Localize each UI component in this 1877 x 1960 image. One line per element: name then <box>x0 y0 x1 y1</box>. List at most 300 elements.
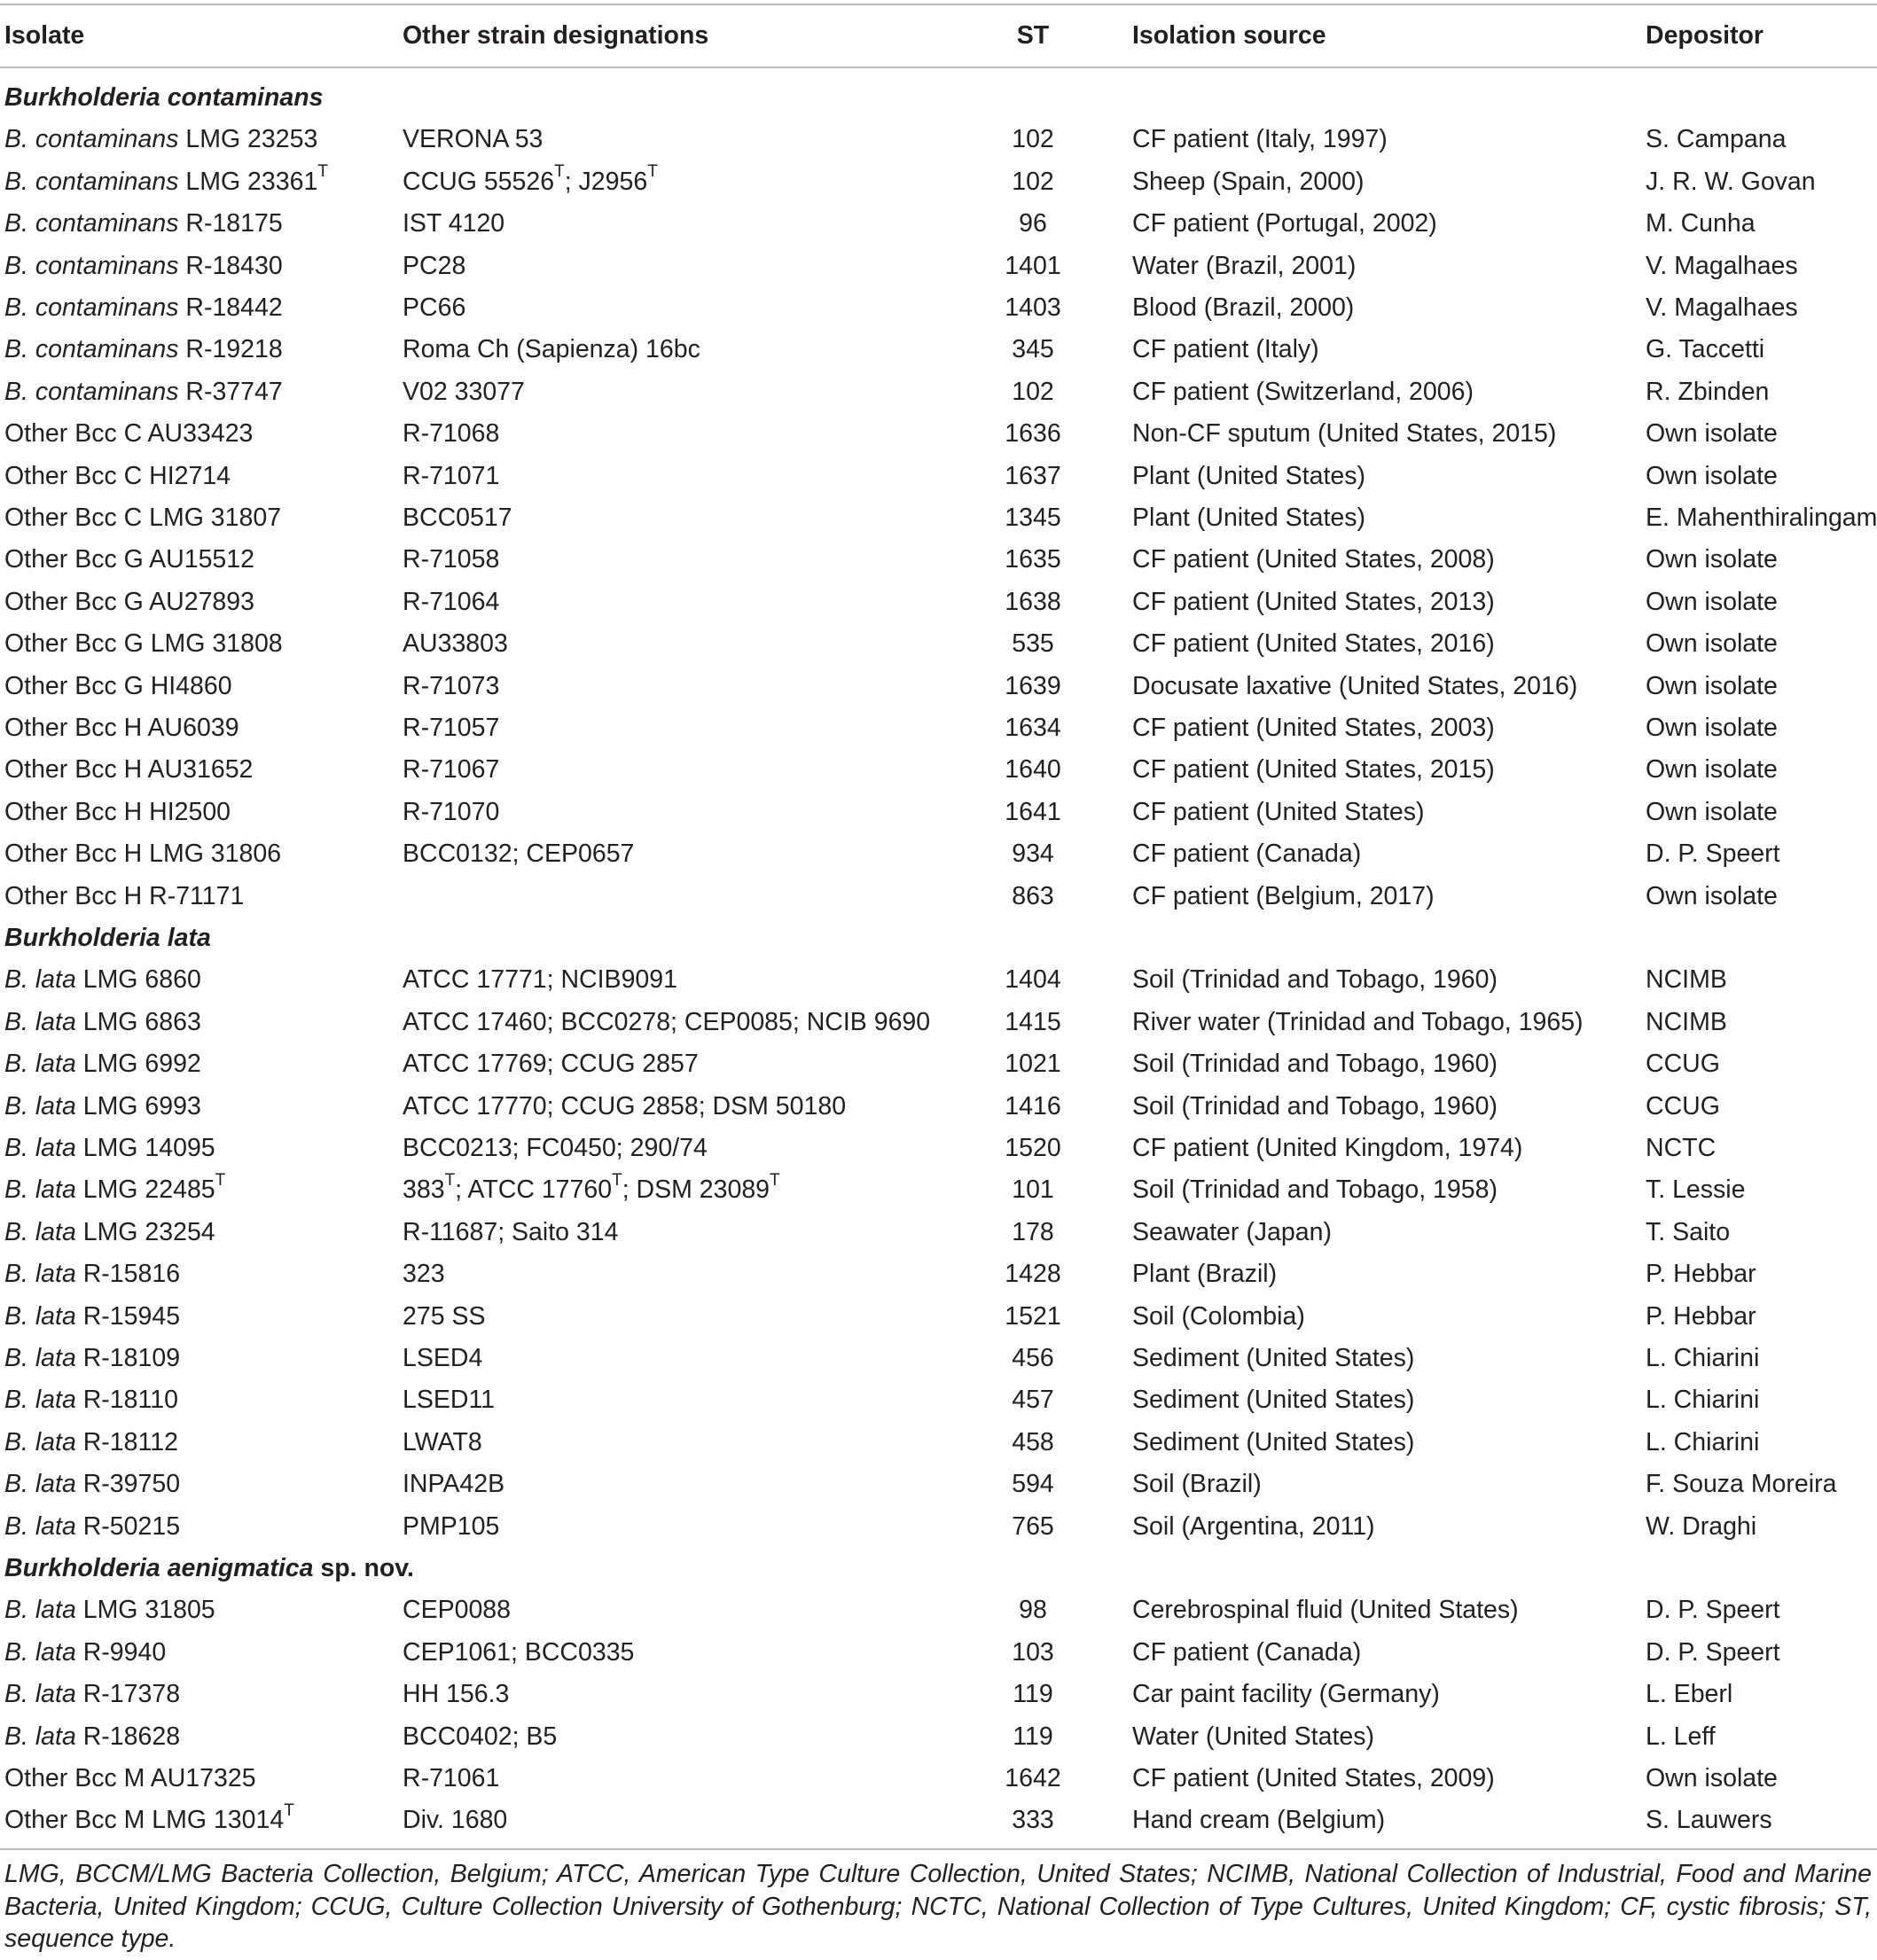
isolation-source-cell: CF patient (United Kingdom, 1974) <box>1132 1134 1523 1162</box>
depositor-cell: S. Lauwers <box>1646 1806 1772 1835</box>
isolate-strain: Other Bcc H LMG 31806 <box>4 839 282 869</box>
isolate-strain: LMG 6863 <box>82 1007 201 1036</box>
header-isolation-source: Isolation source <box>1132 21 1326 50</box>
isolate-species: B. contaminans <box>4 251 179 280</box>
isolate-strain: LMG 14095 <box>82 1134 215 1162</box>
depositor-cell: L. Leff <box>1646 1722 1716 1751</box>
section-heading-row <box>0 1548 1877 1589</box>
isolate-species: B. contaminans <box>4 293 179 322</box>
table-row <box>0 666 1877 707</box>
isolate-species: B. lata <box>4 1722 76 1751</box>
isolate-strain: R-9940 <box>82 1637 167 1667</box>
isolate-species: B. lata <box>4 965 76 995</box>
isolation-source-cell: Hand cream (Belgium) <box>1132 1806 1386 1835</box>
table-row <box>0 1043 1877 1085</box>
depositor-cell: Own isolate <box>1646 587 1778 616</box>
isolate-species: B. lata <box>4 1175 76 1205</box>
table-row <box>0 119 1877 160</box>
section-title <box>4 1548 414 1589</box>
table-row <box>0 1128 1877 1169</box>
isolate-species: B. contaminans <box>4 335 179 364</box>
st-cell: 1640 <box>1005 755 1061 785</box>
isolate-cell <box>4 1338 180 1379</box>
st-cell: 1520 <box>1005 1134 1061 1162</box>
type-strain-mark: T <box>215 1170 226 1190</box>
st-cell: 456 <box>1012 1344 1054 1372</box>
table-header-row <box>0 15 1877 57</box>
st-cell: 1642 <box>1005 1764 1061 1792</box>
isolate-species: B. lata <box>4 1596 76 1625</box>
other-designations-cell: CEP1061; BCC0335 <box>403 1637 635 1667</box>
table-row <box>0 413 1877 455</box>
isolation-source-cell: Blood (Brazil, 2000) <box>1132 293 1355 322</box>
isolation-source-cell: Plant (United States) <box>1132 461 1365 490</box>
isolation-source-cell: Water (United States) <box>1132 1722 1374 1751</box>
table-row <box>0 582 1877 623</box>
table-row <box>0 287 1877 329</box>
table-row <box>0 161 1877 203</box>
table-row <box>0 329 1877 371</box>
type-strain-mark: T <box>554 162 565 182</box>
section-heading-row <box>0 77 1877 119</box>
other-designations-cell: V02 33077 <box>403 377 525 406</box>
st-cell: 101 <box>1012 1175 1054 1205</box>
isolate-species: B. contaminans <box>4 167 179 196</box>
isolate-species: B. contaminans <box>4 209 179 238</box>
isolate-cell <box>4 1253 180 1295</box>
isolate-species: B. lata <box>4 1007 76 1036</box>
st-cell: 1416 <box>1005 1091 1061 1121</box>
depositor-cell: E. Mahenthiralingam <box>1646 504 1877 532</box>
isolate-strain: Other Bcc H R-71171 <box>4 881 245 910</box>
isolate-strain: Other Bcc G HI4860 <box>4 671 232 700</box>
depositor-cell: Own isolate <box>1646 671 1778 700</box>
isolation-source-cell: CF patient (United States, 2008) <box>1132 545 1495 574</box>
isolate-strain: Other Bcc H AU31652 <box>4 755 254 785</box>
type-strain-mark: T <box>317 162 328 182</box>
table-row <box>0 456 1877 497</box>
depositor-cell: NCIMB <box>1646 1007 1727 1036</box>
isolate-species: B. lata <box>4 1134 76 1162</box>
st-cell: 1637 <box>1005 461 1061 490</box>
st-cell: 178 <box>1012 1217 1054 1246</box>
section-title-text: Burkholderia aenigmatica <box>4 1554 314 1582</box>
isolation-source-cell: Sheep (Spain, 2000) <box>1132 167 1365 196</box>
st-cell: 103 <box>1012 1637 1054 1667</box>
table-row <box>0 1296 1877 1338</box>
designation-part: CCUG 55526 <box>403 167 555 196</box>
isolate-cell <box>4 623 283 665</box>
isolation-source-cell: Sediment (United States) <box>1132 1386 1415 1415</box>
isolate-cell <box>4 1674 180 1715</box>
depositor-cell: T. Saito <box>1646 1217 1731 1246</box>
other-designations-cell: R-71073 <box>403 671 500 700</box>
depositor-cell: CCUG <box>1646 1091 1720 1121</box>
st-cell: 1415 <box>1005 1007 1061 1036</box>
st-cell: 119 <box>1013 1722 1053 1751</box>
isolation-source-cell: CF patient (United States, 2016) <box>1132 629 1495 659</box>
isolate-strain: R-18442 <box>185 293 283 322</box>
other-designations-cell: LSED4 <box>403 1344 483 1372</box>
designation-part: 383 <box>403 1175 445 1205</box>
isolate-species: B. lata <box>4 1091 76 1121</box>
st-cell: 1641 <box>1005 797 1061 826</box>
table-row <box>0 246 1877 287</box>
other-designations-cell: R-71070 <box>403 797 500 826</box>
table-row <box>0 1464 1877 1505</box>
st-cell: 102 <box>1012 167 1054 196</box>
other-designations-cell: PC66 <box>403 293 466 322</box>
other-designations-cell: ATCC 17770; CCUG 2858; DSM 50180 <box>403 1091 847 1121</box>
isolation-source-cell: CF patient (Italy) <box>1132 335 1319 364</box>
header-other-designations: Other strain designations <box>403 21 709 50</box>
header-isolate: Isolate <box>4 21 85 50</box>
isolation-source-cell: CF patient (Italy, 1997) <box>1132 125 1388 154</box>
other-designations-cell: LSED11 <box>403 1386 496 1415</box>
isolate-cell <box>4 749 253 791</box>
designation-part: ; ATCC 17760 <box>455 1175 613 1205</box>
st-cell: 119 <box>1013 1680 1053 1709</box>
st-cell: 594 <box>1012 1470 1054 1499</box>
header-st: ST <box>1016 21 1050 50</box>
isolate-species: B. lata <box>4 1637 76 1667</box>
st-cell: 934 <box>1012 839 1054 869</box>
isolate-cell <box>4 1169 225 1211</box>
isolate-cell <box>4 539 254 581</box>
depositor-cell: CCUG <box>1646 1050 1720 1079</box>
st-cell: 1634 <box>1005 714 1061 742</box>
isolate-strain: R-37747 <box>185 377 283 406</box>
isolate-cell <box>4 792 231 833</box>
isolate-strain: LMG 31805 <box>82 1596 215 1625</box>
depositor-cell: J. R. W. Govan <box>1646 167 1816 196</box>
isolation-source-cell: Soil (Trinidad and Tobago, 1960) <box>1132 1050 1498 1079</box>
isolate-cell <box>4 1086 201 1128</box>
table-row <box>0 1253 1877 1295</box>
table-row <box>0 1716 1877 1758</box>
table-row <box>0 1212 1877 1253</box>
table-row <box>0 1589 1877 1631</box>
table-row <box>0 1002 1877 1043</box>
depositor-cell: L. Chiarini <box>1646 1344 1760 1372</box>
table-row <box>0 792 1877 833</box>
st-cell: 1021 <box>1005 1050 1061 1079</box>
isolate-cell <box>4 1506 180 1548</box>
isolation-source-cell: CF patient (United States, 2003) <box>1132 714 1495 742</box>
isolate-species: B. contaminans <box>4 125 179 154</box>
section-title <box>4 77 324 119</box>
table-row <box>0 959 1877 1001</box>
isolate-cell <box>4 203 283 245</box>
isolation-source-cell: Plant (United States) <box>1132 504 1365 532</box>
table-bottom-rule <box>0 1848 1877 1850</box>
isolate-strain: R-18110 <box>82 1386 178 1415</box>
isolate-cell <box>4 1716 180 1758</box>
isolation-source-cell: CF patient (Canada) <box>1132 839 1362 869</box>
st-cell: 1639 <box>1005 671 1061 700</box>
isolate-strain: Other Bcc G AU15512 <box>4 545 254 574</box>
other-designations-cell: IST 4120 <box>403 209 505 238</box>
depositor-cell: Own isolate <box>1646 545 1778 574</box>
isolation-source-cell: CF patient (Canada) <box>1132 1637 1362 1667</box>
isolate-cell <box>4 1464 180 1505</box>
depositor-cell: D. P. Speert <box>1646 839 1780 869</box>
isolate-strain: Other Bcc G LMG 31808 <box>4 629 283 659</box>
isolate-strain: Other Bcc H HI2500 <box>4 797 231 826</box>
isolate-cell <box>4 119 317 160</box>
isolate-species: B. lata <box>4 1344 76 1372</box>
st-cell: 1521 <box>1005 1301 1061 1331</box>
st-cell: 98 <box>1019 1596 1047 1625</box>
other-designations-cell: AU33803 <box>403 629 508 659</box>
isolate-cell <box>4 1589 215 1631</box>
designation-part: ; J2956 <box>564 167 648 196</box>
isolation-source-cell: Docusate laxative (United States, 2016) <box>1132 671 1578 700</box>
isolate-cell <box>4 413 253 455</box>
other-designations-cell: 275 SS <box>403 1301 486 1331</box>
depositor-cell: W. Draghi <box>1646 1511 1757 1541</box>
depositor-cell: Own isolate <box>1646 755 1778 785</box>
table-row <box>0 1422 1877 1464</box>
isolate-cell <box>4 1212 215 1253</box>
st-cell: 1345 <box>1005 504 1061 532</box>
isolate-strain: Other Bcc M LMG 13014 <box>4 1806 285 1835</box>
isolate-cell <box>4 287 283 329</box>
isolate-strain: R-18112 <box>82 1427 178 1456</box>
depositor-cell: D. P. Speert <box>1646 1637 1780 1667</box>
isolate-cell <box>4 161 328 203</box>
isolate-cell <box>4 582 254 623</box>
st-cell: 1636 <box>1005 419 1061 449</box>
depositor-cell: T. Lessie <box>1646 1175 1746 1205</box>
table-row <box>0 539 1877 581</box>
isolate-strain: Other Bcc H AU6039 <box>4 714 239 742</box>
isolation-source-cell: Soil (Brazil) <box>1132 1470 1262 1499</box>
isolate-cell <box>4 1296 180 1338</box>
other-designations-cell: HH 156.3 <box>403 1680 510 1709</box>
st-cell: 765 <box>1012 1511 1054 1541</box>
isolation-source-cell: Soil (Colombia) <box>1132 1301 1305 1331</box>
depositor-cell: M. Cunha <box>1646 209 1756 238</box>
isolate-species: B. lata <box>4 1470 76 1499</box>
other-designations-cell: R-71067 <box>403 755 500 785</box>
isolate-cell <box>4 876 244 918</box>
isolate-strain: LMG 6993 <box>82 1091 201 1121</box>
isolate-strain: R-17378 <box>82 1680 181 1709</box>
table-row <box>0 497 1877 539</box>
table-row <box>0 623 1877 665</box>
table-row <box>0 833 1877 875</box>
isolate-strain: Other Bcc G AU27893 <box>4 587 254 616</box>
isolation-source-cell: CF patient (United States, 2009) <box>1132 1764 1495 1792</box>
other-designations-cell: R-71061 <box>403 1764 500 1792</box>
isolation-source-cell: Sediment (United States) <box>1132 1344 1415 1372</box>
other-designations-cell: ATCC 17771; NCIB9091 <box>403 965 677 995</box>
depositor-cell: S. Campana <box>1646 125 1787 154</box>
st-cell: 1403 <box>1005 293 1061 322</box>
depositor-cell: Own isolate <box>1646 797 1778 826</box>
other-designations-cell: R-11687; Saito 314 <box>403 1217 619 1246</box>
depositor-cell: L. Chiarini <box>1646 1427 1760 1456</box>
section-title-text: Burkholderia contaminans <box>4 83 324 112</box>
st-cell: 458 <box>1012 1427 1054 1456</box>
other-designations-cell: BCC0213; FC0450; 290/74 <box>403 1134 708 1162</box>
isolate-strain: R-19218 <box>185 335 283 364</box>
depositor-cell: Own isolate <box>1646 1764 1778 1792</box>
table-row <box>0 1800 1877 1841</box>
isolate-strain: R-50215 <box>82 1511 181 1541</box>
table-row <box>0 749 1877 791</box>
isolate-cell <box>4 1632 166 1674</box>
section-title-text: Burkholderia lata <box>4 924 211 952</box>
isolate-species: B. lata <box>4 1217 76 1246</box>
isolation-source-cell: Soil (Argentina, 2011) <box>1132 1511 1375 1541</box>
st-cell: 1428 <box>1005 1260 1061 1289</box>
table-row <box>0 1379 1877 1421</box>
isolation-source-cell: CF patient (Belgium, 2017) <box>1132 881 1435 910</box>
depositor-cell: D. P. Speert <box>1646 1596 1780 1625</box>
other-designations-cell <box>403 1169 780 1211</box>
other-designations-cell: PMP105 <box>403 1511 500 1541</box>
depositor-cell: V. Magalhaes <box>1646 293 1798 322</box>
table-row <box>0 876 1877 918</box>
st-cell: 1404 <box>1005 965 1061 995</box>
other-designations-cell: R-71058 <box>403 545 500 574</box>
isolate-cell <box>4 1043 201 1085</box>
other-designations-cell: ATCC 17769; CCUG 2857 <box>403 1050 699 1079</box>
isolate-cell <box>4 1128 215 1169</box>
isolate-cell <box>4 959 201 1001</box>
depositor-cell: V. Magalhaes <box>1646 251 1798 280</box>
depositor-cell: Own isolate <box>1646 714 1778 742</box>
depositor-cell: L. Eberl <box>1646 1680 1733 1709</box>
isolate-strain: LMG 23361 <box>185 167 318 196</box>
type-strain-mark: T <box>647 162 658 182</box>
isolate-strain: R-15945 <box>82 1301 181 1331</box>
other-designations-cell: PC28 <box>403 251 466 280</box>
isolation-source-cell: CF patient (Portugal, 2002) <box>1132 209 1437 238</box>
isolation-source-cell: River water (Trinidad and Tobago, 1965) <box>1132 1007 1584 1036</box>
other-designations-cell: 323 <box>403 1260 445 1289</box>
designation-part: ; DSM 23089 <box>622 1175 770 1205</box>
depositor-cell: Own isolate <box>1646 461 1778 490</box>
other-designations-cell: BCC0132; CEP0657 <box>403 839 635 869</box>
other-designations-cell: ATCC 17460; BCC0278; CEP0085; NCIB 9690 <box>403 1007 931 1036</box>
section-title-suffix: sp. nov. <box>313 1554 414 1582</box>
isolation-source-cell: CF patient (United States, 2013) <box>1132 587 1495 616</box>
depositor-cell: NCTC <box>1646 1134 1717 1162</box>
other-designations-cell: BCC0402; B5 <box>403 1722 558 1751</box>
table-row <box>0 1758 1877 1800</box>
depositor-cell: P. Hebbar <box>1646 1301 1756 1331</box>
st-cell: 333 <box>1012 1806 1054 1835</box>
type-strain-mark: T <box>284 1800 294 1820</box>
isolation-source-cell: Soil (Trinidad and Tobago, 1960) <box>1132 965 1498 995</box>
st-cell: 102 <box>1012 125 1054 154</box>
depositor-cell: P. Hebbar <box>1646 1260 1756 1289</box>
table-row <box>0 203 1877 245</box>
isolation-source-cell: Soil (Trinidad and Tobago, 1958) <box>1132 1175 1498 1205</box>
isolate-species: B. lata <box>4 1260 76 1289</box>
type-strain-mark: T <box>770 1170 780 1190</box>
table-row <box>0 1674 1877 1715</box>
type-strain-mark: T <box>444 1170 456 1190</box>
st-cell: 345 <box>1012 335 1054 364</box>
isolate-cell <box>4 1758 256 1800</box>
isolate-species: B. lata <box>4 1301 76 1331</box>
depositor-cell: Own isolate <box>1646 629 1778 659</box>
other-designations-cell: Roma Ch (Sapienza) 16bc <box>403 335 700 364</box>
other-designations-cell: Div. 1680 <box>403 1806 508 1835</box>
isolate-strain: Other Bcc M AU17325 <box>4 1764 256 1792</box>
isolate-cell <box>4 371 283 413</box>
isolate-cell <box>4 707 239 749</box>
isolate-strain: Other Bcc C AU33423 <box>4 419 254 449</box>
st-cell: 457 <box>1012 1386 1054 1415</box>
table-row <box>0 1632 1877 1674</box>
isolate-cell <box>4 456 231 497</box>
other-designations-cell: INPA42B <box>403 1470 505 1499</box>
st-cell: 1401 <box>1005 251 1061 280</box>
other-designations-cell: R-71057 <box>403 714 500 742</box>
isolate-strain: R-18109 <box>82 1344 181 1372</box>
other-designations-cell: BCC0517 <box>403 504 512 532</box>
table-row <box>0 707 1877 749</box>
other-designations-cell: LWAT8 <box>403 1427 482 1456</box>
st-cell: 1635 <box>1005 545 1061 574</box>
isolation-source-cell: Seawater (Japan) <box>1132 1217 1332 1246</box>
isolation-source-cell: Sediment (United States) <box>1132 1427 1415 1456</box>
depositor-cell: L. Chiarini <box>1646 1386 1760 1415</box>
depositor-cell: F. Souza Moreira <box>1646 1470 1837 1499</box>
table-footnote: LMG, BCCM/LMG Bacteria Collection, Belgium; ATCC, American Type Culture Collection, United States; NCIMB, National Collection of Industrial, Food and Marine Bacteria, United Kingdom; CCUG, Culture Collection University of Gothenburg; NCTC, National Collection of Type Cultures, United Kingdom; CF, cystic fibrosis; ST, sequence type. <box>4 1860 1872 1953</box>
isolate-strain: Other Bcc C LMG 31807 <box>4 504 282 532</box>
depositor-cell: R. Zbinden <box>1646 377 1770 406</box>
isolate-cell <box>4 497 281 539</box>
st-cell: 535 <box>1012 629 1054 659</box>
isolate-species: B. lata <box>4 1386 76 1415</box>
isolate-species: B. lata <box>4 1511 76 1541</box>
depositor-cell: Own isolate <box>1646 881 1778 910</box>
other-designations-cell: R-71071 <box>403 461 500 490</box>
st-cell: 1638 <box>1005 587 1061 616</box>
isolate-cell <box>4 1800 294 1841</box>
isolate-cell <box>4 1422 178 1464</box>
other-designations-cell: CEP0088 <box>403 1596 512 1625</box>
isolate-species: B. lata <box>4 1680 76 1709</box>
type-strain-mark: T <box>612 1170 622 1190</box>
table-row <box>0 1169 1877 1211</box>
st-cell: 102 <box>1012 377 1054 406</box>
isolate-strain: LMG 22485 <box>82 1175 215 1205</box>
section-heading-row <box>0 918 1877 959</box>
table-row <box>0 371 1877 413</box>
isolation-source-cell: Non-CF sputum (United States, 2015) <box>1132 419 1557 449</box>
isolation-source-cell: Soil (Trinidad and Tobago, 1960) <box>1132 1091 1498 1121</box>
isolate-species: B. contaminans <box>4 377 179 406</box>
isolate-strain: R-18628 <box>82 1722 181 1751</box>
isolation-source-cell: Water (Brazil, 2001) <box>1132 251 1357 280</box>
other-designations-cell: R-71064 <box>403 587 500 616</box>
isolate-cell <box>4 833 281 875</box>
table-row <box>0 1506 1877 1548</box>
table-row <box>0 1086 1877 1128</box>
isolate-species: B. lata <box>4 1427 76 1456</box>
isolate-cell <box>4 666 232 707</box>
table-header-rule <box>0 66 1877 68</box>
table-top-rule <box>0 4 1877 5</box>
isolate-cell <box>4 1379 178 1421</box>
